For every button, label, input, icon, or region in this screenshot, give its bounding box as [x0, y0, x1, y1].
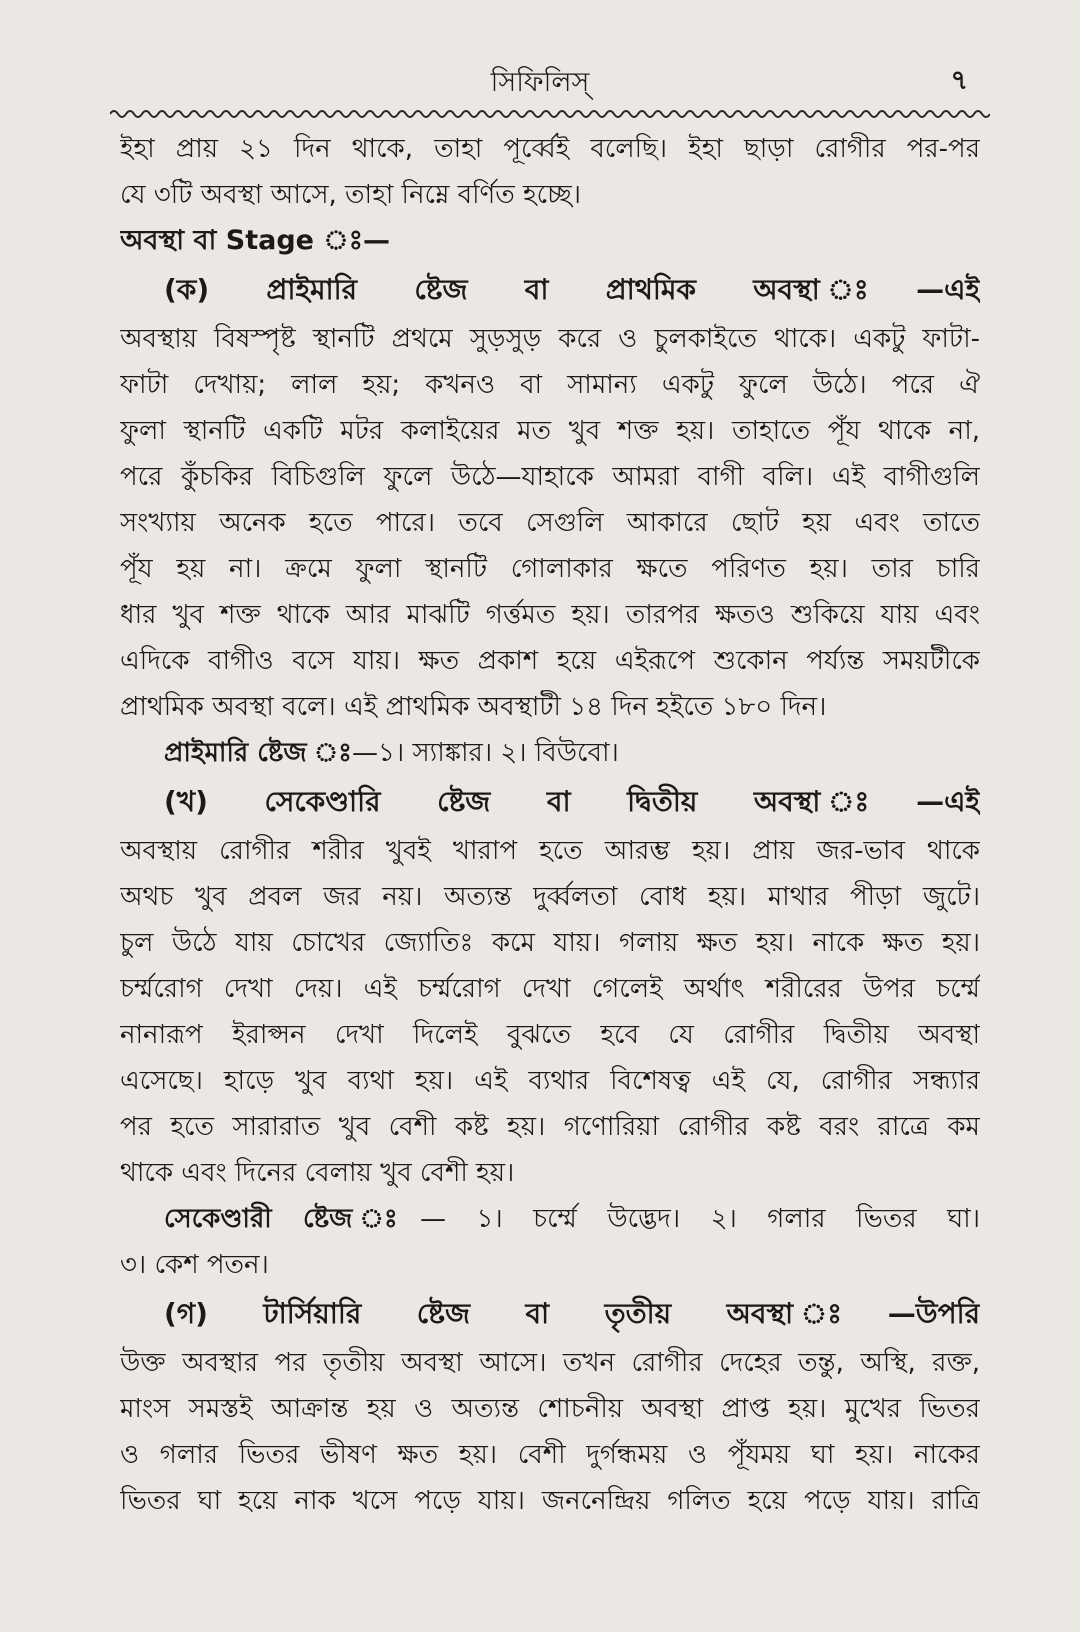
page-header [0, 50, 1080, 100]
line-text: —এই [916, 785, 980, 818]
bold-lead-text: (গ) টার্সিয়ারি ষ্টেজ বা তৃতীয় অবস্থা ঃ [164, 1297, 888, 1330]
bold-lead-text: (ক) প্রাইমারি ষ্টেজ বা প্রাথমিক অবস্থা ঃ [164, 273, 917, 306]
stage-heading-line [120, 1288, 980, 1340]
text-line [120, 966, 980, 1012]
text-line [120, 316, 980, 362]
text-line [120, 546, 980, 592]
bold-lead-text: প্রাইমারি ষ্টেজ ঃ [164, 738, 353, 768]
line-text: পরে কুঁচকির বিচিগুলি ফুলে উঠে—যাহাকে আমরা বাগী বলি। এই বাগীগুলি [120, 462, 980, 492]
line-text: যে ৩টি অবস্থা আসে, তাহা নিম্নে বর্ণিত হচ্ছে। [120, 180, 582, 210]
line-text: এসেছে। হাড়ে খুব ব্যথা হয়। এই ব্যথার বিশেষত্ব এই যে, রোগীর সন্ধ্যার [120, 1066, 980, 1096]
text-line [120, 1432, 980, 1478]
line-text: পর হতে সারারাত খুব বেশী কষ্ট হয়। গণোরিয়া রোগীর কষ্ট বরং রাত্রে কম [120, 1112, 980, 1142]
text-line [120, 920, 980, 966]
text-line [120, 1104, 980, 1150]
line-text: ইহা প্রায় ২১ দিন থাকে, তাহা পূর্ব্বেই বলেছি। ইহা ছাড়া রোগীর পর-পর [120, 134, 980, 164]
page-body-text [120, 126, 980, 1524]
line-text: —১। স্যাঙ্কার। ২। বিউবো। [352, 738, 619, 768]
text-line [120, 638, 980, 684]
stage-heading-line [120, 776, 980, 828]
line-text: থাকে এবং দিনের বেলায় খুব বেশী হয়। [120, 1158, 515, 1188]
text-line [120, 828, 980, 874]
line-text: চর্ম্মরোগ দেখা দেয়। এই চর্ম্মরোগ দেখা গেলেই অর্থাৎ শরীরের উপর চর্ম্মে [120, 974, 980, 1004]
line-text: নানারূপ ইরাপ্সন দেখা দিলেই বুঝতে হবে যে রোগীর দ্বিতীয় অবস্থা [120, 1020, 980, 1050]
line-text: ফাটা দেখায়; লাল হয়; কখনও বা সামান্য একটু ফুলে উঠে। পরে ঐ [120, 370, 980, 400]
page-number: ৭ [950, 65, 968, 96]
text-line [120, 1386, 980, 1432]
text-line [120, 684, 980, 730]
text-line [120, 1012, 980, 1058]
text-line [120, 1150, 980, 1196]
text-line [120, 1058, 980, 1104]
line-text: মাংস সমস্তই আক্রান্ত হয় ও অত্যন্ত শোচনীয় অবস্থা প্রাপ্ত হয়। মুখের ভিতর [120, 1394, 980, 1424]
line-text: ফুলা স্থানটি একটি মটর কলাইয়ের মত খুব শক্ত হয়। তাহাতে পূঁয থাকে না, [120, 416, 980, 446]
line-text: অবস্থা বা Stage ঃ— [120, 225, 391, 256]
text-line [120, 874, 980, 920]
text-line [120, 592, 980, 638]
line-text: সংখ্যায় অনেক হতে পারে। তবে সেগুলি আকারে ছোট হয় এবং তাতে [120, 508, 980, 538]
text-line [120, 408, 980, 454]
text-line [120, 362, 980, 408]
text-line [120, 454, 980, 500]
text-line [120, 1242, 980, 1288]
line-text: অবস্থায় রোগীর শরীর খুবই খারাপ হতে আরম্ভ হয়। প্রায় জর-ভাব থাকে [120, 836, 980, 866]
text-line [120, 126, 980, 172]
stage-heading-line [120, 264, 980, 316]
line-text: —এই [916, 273, 980, 306]
line-text: চুল উঠে যায় চোখের জ্যোতিঃ কমে যায়। গলায় ক্ষত হয়। নাকে ক্ষত হয়। [120, 928, 980, 958]
text-line [120, 1478, 980, 1524]
line-text: ধার খুব শক্ত থাকে আর মাঝটি গর্ত্তমত হয়। তারপর ক্ষতও শুকিয়ে যায় এবং [120, 600, 980, 630]
bold-lead-text: (খ) সেকেণ্ডারি ষ্টেজ বা দ্বিতীয় অবস্থা ঃ [164, 785, 917, 818]
line-text: প্রাথমিক অবস্থা বলে। এই প্রাথমিক অবস্থাটী ১৪ দিন হইতে ১৮০ দিন। [120, 692, 827, 722]
text-line [120, 730, 980, 776]
line-text: এদিকে বাগীও বসে যায়। ক্ষত প্রকাশ হয়ে এইরূপে শুকোন পর্য্যন্ত সময়টীকে [120, 646, 980, 676]
line-text: ভিতর ঘা হয়ে নাক খসে পড়ে যায়। জননেন্দ্রিয় গলিত হয়ে পড়ে যায়। রাত্রি [120, 1486, 980, 1516]
text-line [120, 1340, 980, 1386]
line-text: উক্ত অবস্থার পর তৃতীয় অবস্থা আসে। তখন রোগীর দেহের তন্তু, অস্থি, রক্ত, [120, 1348, 980, 1378]
text-line [120, 500, 980, 546]
line-text: পূঁয হয় না। ক্রমে ফুলা স্থানটি গোলাকার ক্ষতে পরিণত হয়। তার চারি [120, 554, 980, 584]
bold-lead-text: সেকেণ্ডারী ষ্টেজ ঃ [164, 1204, 420, 1234]
wavy-divider-rule [110, 104, 990, 124]
line-text: —উপরি [887, 1297, 980, 1330]
section-heading [120, 218, 980, 264]
running-title: সিফিলিস্ [490, 67, 590, 98]
text-line [120, 1196, 980, 1242]
line-text: — ১। চর্ম্মে উদ্ভেদ। ২। গলার ভিতর ঘা। [419, 1204, 980, 1234]
line-text: অথচ খুব প্রবল জর নয়। অত্যন্ত দুর্ব্বলতা বোধ হয়। মাথার পীড়া জুটে। [120, 882, 980, 912]
line-text: অবস্থায় বিষস্পৃষ্ট স্থানটি প্রথমে সুড়সুড় করে ও চুলকাইতে থাকে। একটু ফাটা- [120, 324, 980, 354]
text-line [120, 172, 980, 218]
line-text: ও গলার ভিতর ভীষণ ক্ষত হয়। বেশী দুর্গন্ধময় ও পূঁযময় ঘা হয়। নাকের [120, 1440, 980, 1470]
line-text: ৩। কেশ পতন। [120, 1250, 269, 1280]
